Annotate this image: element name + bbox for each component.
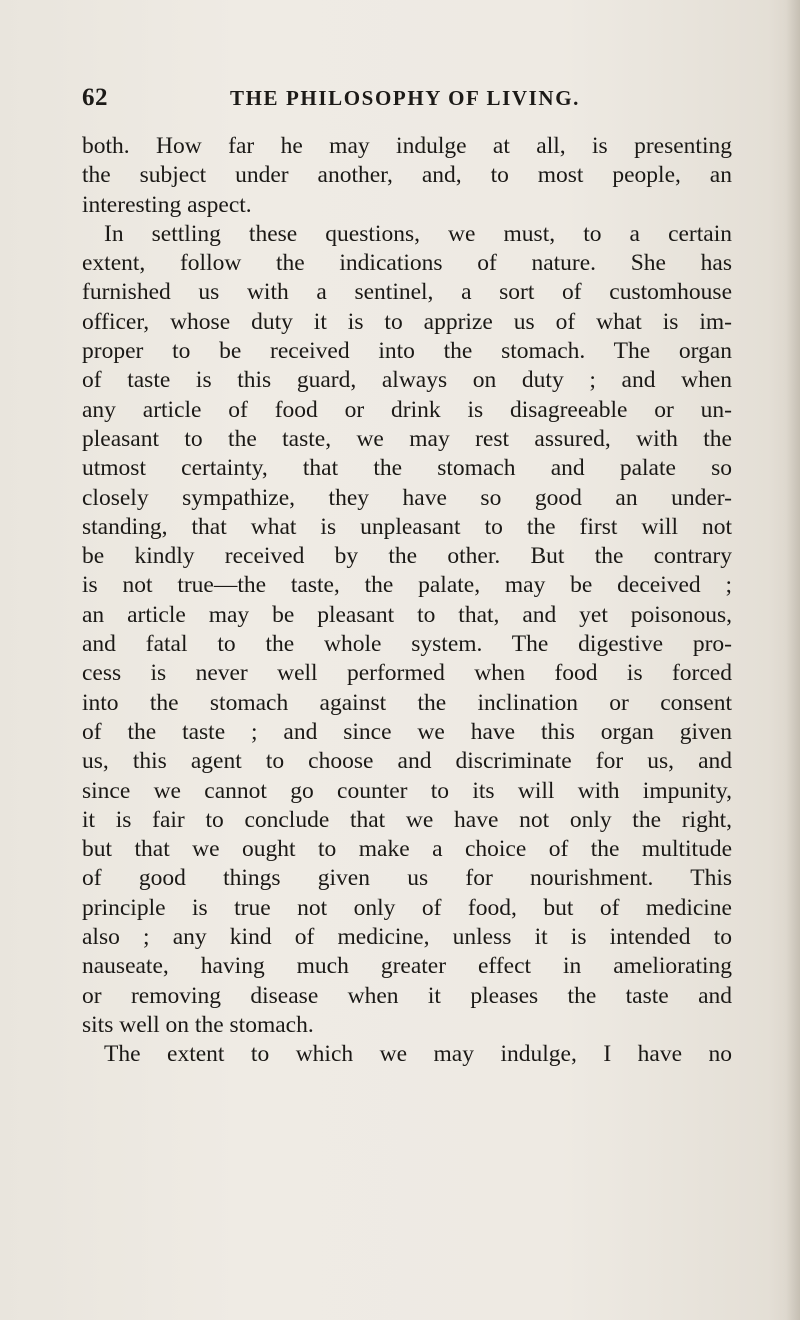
text-line: and fatal to the whole system. The digestive pro- bbox=[82, 631, 732, 658]
text-line: it is fair to conclude that we have not only the right, bbox=[82, 806, 732, 833]
text-line: us, this agent to choose and discriminate for us, and bbox=[82, 748, 732, 775]
text-line: of taste is this guard, always on duty ; and when bbox=[82, 367, 732, 394]
text-line: or removing disease when it pleases the taste and bbox=[82, 982, 732, 1009]
text-line: cess is never well performed when food is forced bbox=[82, 660, 732, 687]
text-line: The extent to which we may indulge, I have no bbox=[104, 1041, 732, 1068]
text-line: of the taste ; and since we have this organ given bbox=[82, 718, 732, 745]
text-line: furnished us with a sentinel, a sort of customhouse bbox=[82, 279, 732, 306]
text-line: extent, follow the indications of nature. She has bbox=[82, 250, 732, 277]
page-number: 62 bbox=[82, 84, 108, 111]
text-line: utmost certainty, that the stomach and palate so bbox=[82, 455, 732, 482]
text-line: principle is true not only of food, but of medicine bbox=[82, 894, 732, 921]
text-line: standing, that what is unpleasant to the first will not bbox=[82, 513, 732, 540]
text-line: into the stomach against the inclination or consent bbox=[82, 689, 732, 716]
text-line: since we cannot go counter to its will with impunity, bbox=[82, 777, 732, 804]
text-line: nauseate, having much greater effect in ameliorating bbox=[82, 953, 732, 980]
body-text bbox=[82, 132, 732, 1070]
text-line: also ; any kind of medicine, unless it is intended to bbox=[82, 924, 732, 951]
text-line: closely sympathize, they have so good an under- bbox=[82, 484, 732, 511]
running-head: THE PHILOSOPHY OF LIVING. bbox=[230, 86, 580, 110]
text-line: pleasant to the taste, we may rest assured, with the bbox=[82, 425, 732, 452]
text-line: is not true—the taste, the palate, may be deceived ; bbox=[82, 572, 732, 599]
text-line: officer, whose duty it is to apprize us of what is im- bbox=[82, 308, 732, 335]
page-edge-shadow bbox=[786, 0, 800, 1320]
page-header bbox=[82, 84, 732, 118]
text-line: the subject under another, and, to most people, an bbox=[82, 162, 732, 189]
text-line: of good things given us for nourishment. This bbox=[82, 865, 732, 892]
text-line: be kindly received by the other. But the contrary bbox=[82, 543, 732, 570]
text-line: but that we ought to make a choice of the multitude bbox=[82, 836, 732, 863]
text-line: both. How far he may indulge at all, is presenting bbox=[82, 133, 732, 159]
text-line: proper to be received into the stomach. The organ bbox=[82, 338, 732, 365]
text-line: an article may be pleasant to that, and yet poisonous, bbox=[82, 601, 732, 628]
text-line: interesting aspect. bbox=[82, 191, 252, 218]
text-line: any article of food or drink is disagreeable or un- bbox=[82, 396, 732, 423]
text-line: In settling these questions, we must, to a certain bbox=[104, 220, 732, 247]
text-line: sits well on the stomach. bbox=[82, 1011, 314, 1038]
